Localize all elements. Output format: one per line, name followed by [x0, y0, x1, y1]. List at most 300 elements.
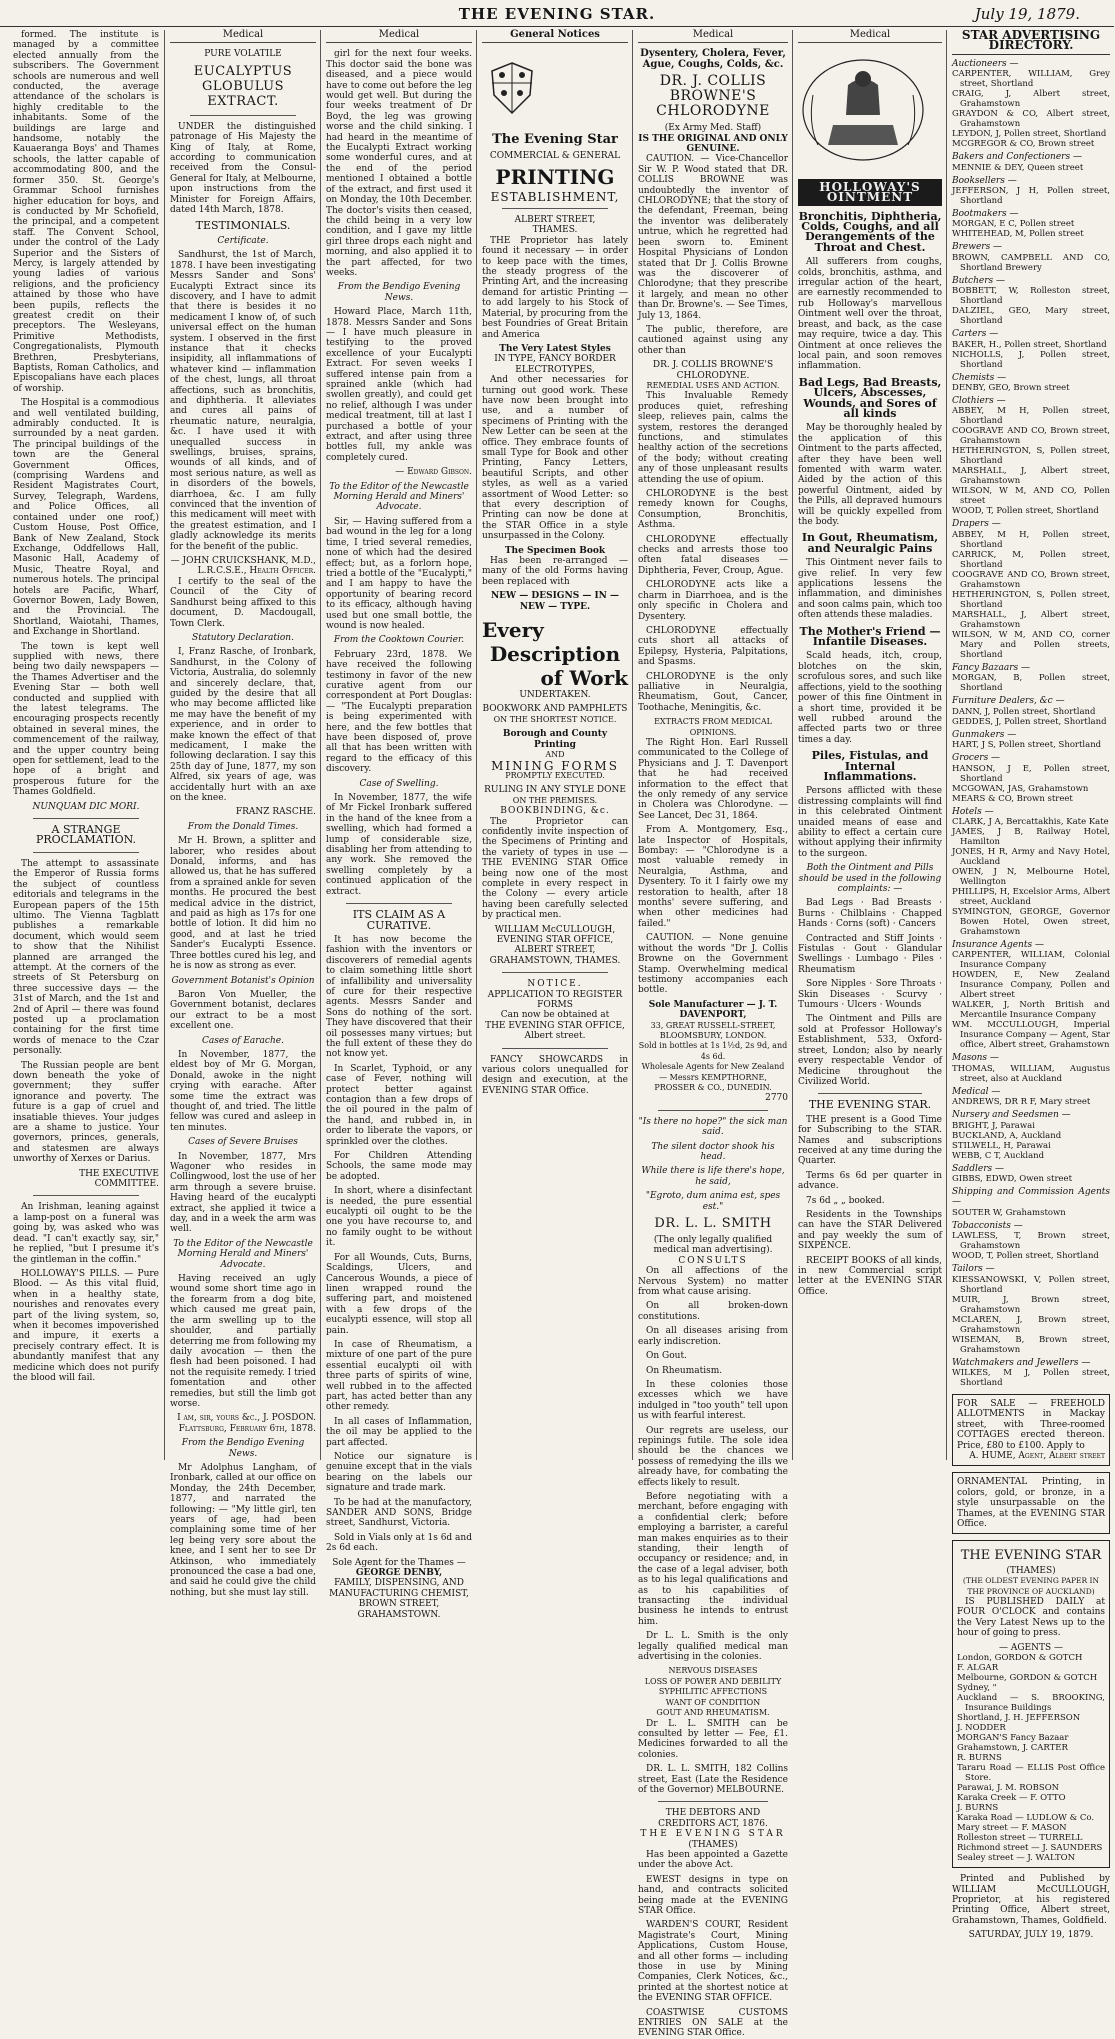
ad-text: RECEIPT BOOKS of all kinds, in new Commercial script letter at the EVENING STAR Office. — [798, 1255, 942, 1297]
column-6 — [792, 30, 947, 1460]
column-heading: Medical — [798, 30, 942, 43]
directory-category: Shipping and Commission Agents — — [952, 1186, 1110, 1208]
agent-entry: Richmond street — J. SAUNDERS — [957, 1843, 1103, 1854]
ad-subheading: EXTRACTS FROM MEDICAL OPINIONS. — [654, 717, 772, 737]
ad-subheading: WANT OF CONDITION — [665, 1697, 761, 1707]
directory-entry: NICHOLLS, J, Pollen street, Shortland — [952, 349, 1110, 370]
directory-entry: MARSHALL, J, Albert street, Grahamstown — [952, 466, 1110, 487]
ad-text: DR. L. L. SMITH, 182 Collins street, East (Late the Residence of the Governor) MELBOURNE. — [638, 1764, 788, 1795]
imprint: Printed and Published by WILLIAM McCULLOUGH, Proprietor, at his registered Printing Office, Albert street, Grahamstown, Thames, Goldfield. — [952, 1874, 1110, 1926]
agent-entry: London, GORDON & GOTCH — [957, 1653, 1083, 1664]
source-line: From the Cooktown Courier. — [333, 635, 465, 646]
ad-text: Having received an ugly wound some short time ago in the forearm from a dog bite, which caused me great pain, the arm swelling up to the shoulder, and partially deterring me from following my daily avocation — then the flesh had been poisoned. I had not the requisite remedy. I tried fomentation and other remedies, but still the limb got worse. — [170, 1274, 316, 1409]
ad-subheading: The Very Latest Styles — [499, 343, 611, 354]
directory-entry: STILWELL, H, Parawai — [952, 1140, 1051, 1151]
signature: FRANZ RASCHE. — [235, 807, 316, 818]
agent-name: GEORGE DENBY, — [355, 1568, 443, 1579]
directory-entry: DANN, J, Pollen street, Shortland — [952, 706, 1096, 717]
directory-entry: MENNIE & DEY, Queen street — [952, 162, 1084, 173]
column-3 — [320, 29, 477, 1620]
verse-line: While there is life there's hope, he said, — [641, 1166, 785, 1187]
ad-subheading: Bad Legs, Bad Breasts, Ulcers, Abscesses, Wounds, and Sores of all kinds — [798, 375, 942, 420]
ad-subheading: ITS CLAIM AS A CURATIVE. — [352, 908, 446, 932]
directory-entry: WM. MCCULLOUGH, Imperial Insurance Company — Agent, Star office, Albert street, Grahamstown — [952, 1020, 1110, 1051]
agent-entry: Mary street — F. MASON — [957, 1823, 1067, 1834]
ad-text: I certify to the seal of the Council of the City of Sandhurst being affixed to this document, D. Macdougall, Town Clerk. — [170, 576, 316, 629]
complaint-list: Bad Legs · Bad Breasts · Burns · Chilblains · Chapped Hands · Corns (soft) · Cancers — [798, 898, 942, 930]
directory-entry: BROWN, CAMPBELL AND CO, Shortland Brewery — [952, 252, 1110, 273]
article-text: An Irishman, leaning against a lamp-post on a funeral was going by, was asked who was dead. "I can't exactly say, sir," he replied, "but I presume it's the gintleman in the coffin." — [13, 1202, 159, 1265]
ad-text: UNDER the distinguished patronage of His Majesty the King of Italy, at Rome, according to communication received from the Consul-General for Italy, at Melbourne, upon instructions from the Minister for Foreign Affairs, dated 14th March, 1878. — [170, 121, 316, 216]
directory-category: Nursery and Seedsmen — — [952, 1110, 1071, 1121]
publisher-address: ALBERT STREET, — [514, 945, 596, 956]
ad-subheading: Certificate. — [217, 235, 269, 246]
ad-text: I, Franz Rasche, of Ironbark, Sandhurst, in the Colony of Victoria, Australia, do solemnly and sincerely declare, that, guided by the desire that all who may become afflicted like me may have the benefit of my experience, and in order to make known the effect of that medicament, I make the following declaration. I say this 25th day of June, 1877, my son Alfred, six years of age, was accidentally hurt with an axe on the knee. — [170, 647, 316, 803]
column-2 — [164, 29, 321, 1598]
directory-entry: GEDDES, J, Pollen street, Shortland — [952, 716, 1107, 727]
notice-heading: NOTICE. — [527, 979, 583, 990]
directory-category: Masons — — [952, 1053, 999, 1064]
star-logotype: The Evening Star — [492, 131, 618, 147]
ad-subheading: TESTIMONIALS. — [195, 219, 291, 233]
verse-line: The silent doctor shook his head. — [651, 1141, 775, 1162]
directory-entry: DALZIEL, GEO, Mary street, Shortland — [952, 306, 1110, 327]
notice-text: THE EVENING STAR OFFICE, — [485, 1020, 625, 1031]
signature: THE EXECUTIVE COMMITTEE. — [79, 1168, 159, 1190]
directory-category: Chemists — — [952, 372, 1007, 383]
agent-entry: Rolleston street — TURRELL — [957, 1833, 1083, 1844]
column-5 — [632, 29, 793, 2039]
ad-subheading: Both the Ointment and Pills should be used in the following complaints: — — [798, 863, 942, 894]
directory-category: Brewers — — [952, 242, 1003, 253]
directory-category: Gunmakers — — [952, 729, 1017, 740]
directory-category: Butchers — — [952, 275, 1005, 286]
ad-text: To be had at the manufactory, SANDER AND SONS, Bridge street, Sandhurst, Victoria. — [326, 1497, 472, 1529]
ad-text: Sold in Vials only at 1s 6d and 2s 6d each. — [326, 1532, 472, 1554]
ad-text: CAUTION. — Vice-Chancellor Sir W. P. Wood stated that DR. COLLIS BROWNE was undoubtedly the inventor of CHLORODYNE; that the story of the defendant, Freeman, being the inventor was deliberately untrue, which he regretted had been sworn to. Eminent Hospital Physicians of London stated that Dr J. Collis Browne was the discoverer of Chlorodyne; that they prescribe it largely, and mean no other than Dr. Browne's. — See Times, July 13, 1864. — [638, 154, 788, 321]
ad-text: On all diseases arising from early indiscretion. — [638, 1326, 788, 1347]
directory-category: Tailors — — [952, 1264, 995, 1275]
directory-entry: WEBB, C T, Auckland — [952, 1150, 1045, 1161]
directory-entry: MORGAN, B, Pollen street, Shortland — [952, 673, 1110, 694]
ad-text: On all broken-down constitutions. — [638, 1301, 788, 1322]
ad-text: For all Wounds, Cuts, Burns, Scaldings, Ulcers, and Cancerous Wounds, a piece of linen wrapped round the suffering part, and moistened with a few drops of the eucalypti essence, will stop all pain. — [326, 1252, 472, 1336]
ad-text: On Gout. — [646, 1351, 687, 1362]
directory-entry: MCLAREN, J, Brown street, Grahamstown — [952, 1314, 1110, 1335]
directory-entry: CARRICK, M, Pollen street, Shortland — [952, 549, 1110, 570]
directory-category: Auctioneers — — [952, 58, 1019, 69]
ad-title: THE EVENING STAR — [960, 1548, 1102, 1564]
directory-entry: WOOD, T, Pollen street, Shortland — [952, 506, 1099, 517]
agent-entry: J. BURNS — [957, 1803, 999, 1814]
ad-text: Has been re-arranged — many of the old Forms having been replaced with — [482, 556, 628, 587]
ad-subheading: BOOKWORK AND PAMPHLETS — [482, 704, 628, 715]
article-text: The attempt to assassinate the Emperor of Russia forms the subject of countless editorials and telegrams in the European papers of the 15th ultimo. The Vienna Tagblatt publishes a remarkable document, which would seem to show that the Nihilist planned are arranged the attempt. At the corners of the streets of St Petersburg on three successive days — the 31st of March, and the 1st and 2nd of April — there was found posted up a proclamation containing for the first time words of menace to the Czar personally. — [13, 858, 159, 1057]
ad-title: EUCALYPTUS GLOBULUS EXTRACT. — [193, 63, 293, 109]
ad-text: Dr L. L. SMITH can be consulted by letter — Fee, £1. Medicines forwarded to all the colonies. — [638, 1718, 788, 1760]
directory-entry: LAWLESS, T, Brown street, Grahamstown — [952, 1231, 1110, 1252]
directory-entry: WISEMAN, B, Brown street, Grahamstown — [952, 1334, 1110, 1355]
article-text: HOLLOWAY'S PILLS. — Pure Blood. — As this vital fluid, when in a healthy state, nourishes and renovates every part of the living system, so, when it becomes impoverished and impure, it exerts a precisely contrary effect. It is abundantly manifest that any medicine which does not purify the blood will fail. — [13, 1268, 159, 1383]
ad-subheading: The Mother's Friend — Infantile Diseases. — [799, 624, 941, 649]
ad-text: 7s 6d „ „ booked. — [806, 1195, 885, 1206]
ad-text: Our regrets are useless, our repinings futile. The sole idea should be the chances we possess of remedying the ills we already have, for combating the effects likely to result. — [638, 1425, 788, 1488]
ad-text: Dr L. L. Smith is the only legally qualified medical man advertising in the colonies. — [638, 1631, 788, 1663]
ad-text: In Scarlet, Typhoid, or any case of Fever, nothing will protect better against contagion than a few drops of the oil poured in the palm of the hand, and rubbed in, in order to liberate the vapors, or sprinkled over the clothes. — [326, 1063, 472, 1147]
directory-entry: MCGREGOR & CO, Brown street — [952, 139, 1095, 150]
notice-text: Can now be obtained at — [500, 1010, 610, 1021]
directory-entry: JEFFERSON, J H, Pollen street, Shortland — [952, 186, 1110, 207]
directory-entry: HOWDEN, E, New Zealand Insurance Company, Pollen and Albert street — [952, 970, 1110, 1001]
article-heading: A STRANGE PROCLAMATION. — [35, 823, 137, 847]
ad-subtitle: (THE OLDEST EVENING PAPER IN THE PROVINCE OF AUCKLAND) — [962, 1576, 1100, 1596]
display-word: Every — [482, 618, 544, 643]
ad-subheading: LOSS OF POWER AND DEBILITY — [644, 1676, 782, 1686]
agents-heading: — AGENTS — — [998, 1642, 1064, 1653]
directory-entry: JAMES, J B, Railway Hotel, Hamilton — [952, 826, 1110, 847]
ad-text: FOR SALE — FREEHOLD ALLOTMENTS in Mackay street, with Three-roomed COTTAGES erected thereon. Price, £80 to £100. Apply to — [957, 1398, 1105, 1451]
agent-entry: F. ALGAR — [957, 1663, 999, 1674]
ad-subtitle: DR. J. COLLIS BROWNE'S CHLORODYNE. — [652, 360, 774, 381]
directory-entry: MARSHALL, J, Albert street, Grahamstown — [952, 609, 1110, 630]
directory-category: Drapers — — [952, 519, 1001, 530]
ad-subheading: Case of Swelling. — [359, 778, 439, 789]
ad-text: The public, therefore, are cautioned against using any other than — [638, 324, 788, 356]
masthead-date: July 19, 1879. — [974, 5, 1080, 23]
notice-heading: THE EVENING STAR — [640, 1829, 786, 1840]
directory-entry: WILKES, M J, Pollen street, Shortland — [952, 1367, 1110, 1388]
ad-subheading: RULING IN ANY STYLE DONE — [484, 785, 626, 796]
divider — [33, 1195, 139, 1196]
directory-entry: WOOD, T, Pollen street, Shortland — [952, 1251, 1099, 1262]
ad-text: The Ointment and Pills are sold at Professor Holloway's Establishment, 533, Oxford-street, London; also by nearly every respectable Vendor of Medicine throughout the Civilized World. — [798, 1014, 942, 1087]
ad-text: And other necessaries for turning out good work. These have now been brought into use, and a number of specimens of Printing with the New Letter can be seen at the office. They embrace founts of small Type for Book and other Printing, Fancy Letters, beautiful Scripts, and other styles, as well as a varied assortment of Wood Letter: so that every description of Printing can now be done at the STAR Office in a style unsurpassed in the Colony. — [482, 375, 628, 542]
ad-subheading: Government Botanist's Opinion — [171, 975, 315, 986]
column-4 — [476, 30, 633, 1460]
ad-subheading: NEW — DESIGNS — IN — NEW — TYPE. — [490, 591, 620, 612]
signature: — JOHN CRUICKSHANK, M.D., L.R.C.S.E., Health Officer. — [170, 556, 316, 577]
directory-entry: WILSON, W M, AND CO, corner Mary and Pollen streets, Shortland — [952, 629, 1110, 660]
display-word: of Work — [540, 666, 628, 691]
directory-entry: CRAIG, J, Albert street, Grahamstown — [952, 89, 1110, 110]
motto: NUNQUAM DIC MORI. — [32, 801, 140, 812]
directory-category: Grocers — — [952, 753, 1001, 764]
directory-entry: ABBEY, M H, Pollen street, Shortland — [952, 529, 1110, 550]
ad-subheading: GOUT AND RHEUMATISM. — [656, 1708, 770, 1718]
ad-text: CHLORODYNE effectually checks and arrests those too often fatal diseases — Diphtheria, Fever, Croup, Ague. — [638, 534, 788, 576]
directory-category: Clothiers — — [952, 396, 1006, 407]
directory-entry: BRIGHT, J, Parawai — [952, 1120, 1035, 1131]
source-line: To the Editor of the Newcastle Morning Herald and Miners' Advocate. — [173, 1238, 313, 1270]
directory-entry: OWEN, J N, Melbourne Hotel, Wellington — [952, 866, 1110, 887]
agent-entry: Grahamstown, J. CARTER — [957, 1743, 1068, 1754]
ad-text: In November, 1877, the wife of Mr Fickel Ironbark suffered in the hand of the knee from a swelling, which had formed a lump of considerable size, disabling her from attending to any work. She removed the swelling completely by a continued application of the extract. — [326, 793, 472, 897]
directory-title: STAR ADVERTISING DIRECTORY. — [952, 30, 1110, 55]
directory-entry: PHILLIPS, H, Excelsior Arms, Albert street, Auckland — [952, 886, 1110, 907]
directory-entry: JONES, H R, Army and Navy Hotel, Auckland — [952, 846, 1110, 867]
directory-entry: DENBY, GEO, Brown street — [952, 383, 1070, 394]
ad-text: For Children Attending Schools, the same mode may be adopted. — [326, 1151, 472, 1182]
ad-subtitle: IS THE ORIGINAL AND ONLY GENUINE. — [638, 133, 788, 155]
ad-subheading: BOOKBINDING, &c. — [500, 806, 610, 817]
column-heading: Medical — [638, 30, 788, 43]
directory-category: Insurance Agents — — [952, 939, 1044, 950]
manufacturer: Sole Manufacturer — J. T. DAVENPORT, — [648, 999, 778, 1021]
ad-text: In these colonies those excesses which we have indulged in "too youth" tell upon us with fearful interest. — [638, 1379, 788, 1422]
notice-heading: THE DEBTORS AND CREDITORS ACT, 1876. — [658, 1808, 768, 1829]
ad-subheading: Borough and County Printing — [502, 729, 608, 750]
directory-entry: HART, J S, Pollen street, Shortland — [952, 740, 1102, 751]
publisher-address: EVENING STAR OFFICE, — [496, 935, 614, 945]
column-7 — [946, 28, 1115, 1941]
publisher-address: GRAHAMSTOWN, THAMES. — [489, 955, 621, 966]
ad-text: Notice our signature is genuine except that in the vials bearing on the labels our signature and trade mark. — [326, 1452, 472, 1494]
ad-banner: Dysentery, Cholera, Fever, Ague, Coughs, Colds, &c. — [640, 48, 786, 70]
ad-subheading: SYPHILITIC AFFECTIONS — [658, 1687, 768, 1697]
directory-category: Hotels — — [952, 806, 994, 817]
ad-subheading: CONSULTS — [678, 1255, 748, 1266]
ad-text: In all cases of Inflammation, the oil may be applied to the part affected. — [326, 1416, 472, 1448]
directory-category: Carters — — [952, 329, 999, 340]
ad-text: In November, 1877, the eldest boy of Mr G. Morgan, Donald, awoke in the night crying with earache. After some time the extract was thought of, and tried. The little fellow was cured and asleep in ten minutes. — [170, 1049, 316, 1133]
divider — [502, 208, 608, 209]
ad-text: The Proprietor can confidently invite inspection of the Specimens of Printing and the variety of types in use — THE EVENING STAR Office being now one of the most complete in every respect in the Colony — every article having been carefully selected by practical men. — [482, 816, 628, 921]
directory-category: Medical — — [952, 1086, 1001, 1097]
signature: — Edward Gibson. — [395, 467, 472, 478]
ad-subheading: ON THE PREMISES. — [512, 795, 598, 805]
agent-line: Sole Agent for the Thames — — [332, 1557, 466, 1568]
ad-title: ESTABLISHMENT, — [490, 189, 620, 204]
ad-text: CHLORODYNE effectually cuts short all attacks of Epilepsy, Hysteria, Palpitations, and Spasms. — [638, 625, 788, 668]
directory-entry: WHITEHEAD, M, Pollen street — [952, 229, 1084, 240]
verse-line: "Egroto, dum anima est, spes est." — [645, 1191, 781, 1212]
ad-text: Persons afflicted with these distressing complaints will find in this celebrated Ointment unaided means of ease and ability to effect a certain cure without applying their infirmity to the surgeon. — [798, 786, 942, 859]
source-line: To the Editor of the Newcastle Morning Herald and Miners' Advocate. — [329, 481, 469, 513]
coat-of-arms-icon — [482, 57, 542, 117]
column-1 — [8, 30, 164, 1460]
directory-entry: GIBBS, EDWD, Owen street — [952, 1173, 1073, 1184]
ad-text: Before negotiating with a merchant, before engaging with a confidential clerk; before employing a barrister, a careful man makes enquiries as to their standing, their length of occupancy or residence; and, in the case of a legal adviser, both as to his legal qualifications and as to his capabilities of transacting the individual business he intends to entrust him. — [638, 1491, 788, 1627]
ad-text: Terms 6s 6d per quarter in advance. — [798, 1170, 942, 1192]
directory-category: Furniture Dealers, &c — — [952, 696, 1065, 707]
directory-category: Fancy Bazaars — — [952, 662, 1031, 673]
ad-text: IS PUBLISHED DAILY at FOUR O'CLOCK and contains the Very Latest News up to the hour of going to press. — [957, 1597, 1105, 1639]
publisher-name: WILLIAM McCULLOUGH, — [494, 924, 616, 935]
ad-text: CHLORODYNE is the best remedy known for Coughs, Consumption, Bronchitis, Asthma. — [638, 489, 788, 531]
directory-entry: MORGAN, E C, Pollen street — [952, 219, 1075, 230]
directory-entry: CLARK, J A, Bercattakhis, Kate Kate — [952, 816, 1109, 827]
ad-text: All sufferers from coughs, colds, bronchitis, asthma, and irregular action of the heart, are earnestly recommended to rub Holloway's marvellous Ointment well over the throat, breast, and back, as the case may require, twice a day. This Ointment at once relieves the local pain, and soon removes inflammation. — [798, 257, 942, 372]
ad-subheading: Statutory Declaration. — [192, 632, 294, 643]
ad-text: CAUTION. — None genuine without the words "Dr J. Collis Browne on the Government Stamp. Overwhelming medical testimony accompanies each bottle. — [638, 933, 788, 996]
ad-text: WARDEN'S COURT, Resident Magistrate's Court, Mining Applications, Custom House, and all other forms — including those in use by Mining Companies, Clerk Notices, &c., printed at the shortest notice at the EVENING STAR OFFICE. — [638, 1920, 788, 2004]
ad-address: ALBERT STREET, — [514, 215, 596, 226]
directory-entry: CARPENTER, WILLIAM, Colonial Insurance Company — [952, 950, 1110, 971]
divider — [658, 1801, 768, 1802]
ad-text: On Rheumatism. — [646, 1365, 723, 1376]
directory-entry: GRAYDON & CO, Albert street, Grahamstown — [952, 109, 1110, 130]
ad-text: Howard Place, March 11th, 1878. Messrs Sander and Sons — I have much pleasure in testifying to the proved excellence of your Eucalypti Extract. For seven weeks I suffered intense pain from a sprained ankle (which had swollen greatly), and could get no relief, although I was under medical treatment, till at last I purchased a bottle of your extract, and after using three bottles full, my ankle was completely cured. — [326, 307, 472, 463]
article-text: formed. The institute is managed by a committee elected annually from the subscribers. The Government schools are numerous and well conducted, the average attendance of the scholars is highly creditable to the inhabitants. Some of the buildings are large and handsome, notably the Kauaeranga Boys' and Thames schools, the latter capable of accommodating 800, and the former 350. St. George's Grammar School furnishes higher education for boys, and is conducted by Mr Schofield, the principal, and a competent staff. The Convent School, under the control of the Lady Superior and the Sisters of Mercy, is largely attended by young ladies of various religions, and the proficiency attained by those who have been pupils, reflects the greatest credit on their preceptors. The Wesleyans, Primitive Methodists, Congregationalists, Plymouth Brethren, Presbyterians, Baptists, Roman Catholics, and Episcopalians have each places of worship. — [13, 30, 159, 394]
seated-figure-engraving-icon — [798, 55, 928, 165]
ad-subheading: Cases of Earache. — [202, 1035, 284, 1046]
ad-title: DR. L. L. SMITH — [654, 1216, 772, 1232]
agent-line: BROWN STREET, GRAHAMSTOWN. — [357, 1599, 441, 1620]
ad-title: PURE VOLATILE — [204, 49, 282, 60]
ad-text: Sandhurst, the 1st of March, 1878. I have been investigating Messrs Sander and Sons' Eucalypti Extract since its discovery, and I have to admit that there is besides it no medicament I know of, of such universal effect on the human system. I observed in the first instance that it checks insipidity, all inflammations of whatever kind — inflammation of the chest, lungs, all throat affections, such as bronchitis, and diphtheria. It alleviates and cures all pains of rheumatic nature, neuralgia, &c. I have used it with unequalled success in swellings, bruises, sprains, wounds of all kinds, and of most serious nature, as well as in disorders of the bowels, diarrhoea, &c. I am fully convinced that the invention of this medicament will meet with the greatest estimation, and I gladly acknowledge its merits for the benefit of the public. — [170, 250, 316, 552]
directory-category: Watchmakers and Jewellers — — [952, 1357, 1091, 1368]
ad-subheading: PROMPTLY EXECUTED. — [505, 770, 605, 780]
directory-entry: BUCKLAND, A, Auckland — [952, 1130, 1062, 1141]
ad-text: THE Proprietor has lately found it necessary — in order to keep pace with the times, the steady progress of the Printing Art, and the increasing demand for artistic Printing — to add largely to his Stock of Material, by procuring from the best Foundries of Great Britain and America — [482, 235, 628, 340]
agent-entry: Melbourne, GORDON & GOTCH — [957, 1673, 1098, 1684]
divider — [658, 1110, 768, 1111]
directory-entry: SYMINGTON, GEORGE, Governor Bowen Hotel, Owen street, Grahamstown — [952, 906, 1110, 937]
ad-subheading: IN TYPE, FANCY BORDER ELECTROTYPES, — [494, 354, 616, 375]
ad-number: 2770 — [765, 1093, 788, 1104]
divider — [346, 903, 452, 904]
ad-text: The Right Hon. Earl Russell communicated to the College of Physicians and J. T. Davenport that he had received information to the effect that the only remedy of any service in Cholera was Chlorodyne. — See Lancet, Dec 31, 1864. — [638, 737, 788, 821]
ad-text: In November, 1877, Mrs Wagoner who resides in Collingwood, lost the use of her arm through a severe bruise. Having heard of the eucalypti extract, she applied it twice a day, and in a week the arm was well. — [170, 1151, 316, 1235]
ad-text: In short, where a disinfectant is needed, the pure essential eucalypti oil ought to be the one you have recourse to, and no family ought to be without it. — [326, 1186, 472, 1249]
ad-subtitle: (The only legally qualified medical man advertising). — [653, 1235, 773, 1256]
directory-entry: HETHERINGTON, S, Pollen street, Shortland — [952, 446, 1110, 467]
ad-subheading: Cases of Severe Bruises — [188, 1137, 298, 1148]
display-word: Description — [489, 642, 621, 667]
ad-text: This Ointment never fails to give relief. In very few applications lessens the inflammation, and diminishes and soon calms pain, which too often attends these maladies. — [798, 558, 942, 621]
ad-subtitle: (THAMES) — [1006, 1565, 1056, 1576]
ad-text: February 23rd, 1878. We have received the following testimony in favor of the new curative agent from our correspondent at Port Douglas: — "The Eucalypti preparation is being experimented with here, and the few bottles that have been disposed of, prove all that has been written with regard to the efficacy of this discovery. — [326, 649, 472, 775]
divider — [502, 972, 608, 973]
agent-entry: Shortland, J. H. JEFFERSON — [957, 1713, 1081, 1724]
agent-line: FAMILY, DISPENSING, AND MANUFACTURING CHEMIST, — [329, 1578, 469, 1599]
ad-text: CHLORODYNE acts like a charm in Diarrhoea, and is the only specific in Cholera and Dysentery. — [638, 580, 788, 622]
ad-address: THAMES. — [532, 225, 578, 236]
ad-text: FANCY SHOWCARDS in various colors unequalled for design and execution, at the EVENING STAR Office. — [482, 1054, 628, 1096]
directory-entry: WALKER, J, North British and Mercantile Insurance Company — [952, 1000, 1110, 1021]
ad-subheading: In Gout, Rheumatism, and Neuralgic Pains — [801, 531, 939, 555]
directory-entry: THOMAS, WILLIAM, Augustus street, also at Auckland — [952, 1063, 1110, 1084]
notice-text: APPLICATION TO REGISTER FORMS — [487, 989, 623, 1011]
ad-subheading: NERVOUS DISEASES — [668, 1666, 758, 1676]
ad-text: On all affections of the Nervous System) no matter from what cause arising. — [638, 1266, 788, 1298]
agent-entry: Karaka Road — LUDLOW & Co. — [957, 1813, 1095, 1824]
ad-title: THE EVENING STAR. — [808, 1098, 932, 1112]
directory-category: Bakers and Confectioners — — [952, 152, 1082, 163]
directory-entry: MCGOWAN, JAS, Grahamstown — [952, 783, 1089, 794]
directory-entry: CARPENTER, WILLIAM, Grey street, Shortland — [952, 69, 1110, 90]
agent-entry: J. NODDER — [957, 1723, 1006, 1734]
divider — [502, 1048, 608, 1049]
ad-title: PRINTING — [495, 164, 615, 189]
ad-text: Baron Von Mueller, the Government botanist, declares our extract to be a most excellent one. — [170, 989, 316, 1032]
divider — [190, 115, 296, 116]
ad-text: May be thoroughly healed by the application of this Ointment to the parts affected, after they have been well fomented with warm water. Aided by the action of this powerful Ointment, aided by the Pills, all depraved humours will be quickly expelled from the body. — [798, 423, 942, 527]
divider — [33, 852, 139, 853]
notice-text: Albert street. — [524, 1031, 586, 1042]
directory-entry: COOGRAVE AND CO, Brown street, Grahamstown — [952, 569, 1110, 590]
agent-list — [957, 1653, 1105, 1863]
agent-entry: Sealey street — J. WALTON — [957, 1853, 1076, 1864]
source-line: From the Bendigo Evening News. — [181, 1438, 305, 1459]
ad-title: DR. J. COLLIS BROWNE'S CHLORODYNE — [656, 73, 770, 120]
directory-category: Saddlers — — [952, 1163, 1005, 1174]
directory-category: Bootmakers — — [952, 209, 1019, 220]
article-text: The Russian people are bent down beneath the yoke of government; they suffer ignorance and poverty. The future is a gap of cruel and insatiable thieves. Your judges are a shame to justice. Your governors, princes, generals, and statesmen are always unworthy of Xerxes or Darius. — [13, 1060, 159, 1165]
ad-subtitle: (Ex Army Med. Staff) — [664, 123, 762, 134]
ad-text: It has now become the fashion with the inventors or discoverers of remedial agents to claim something little short of infallibility and universality of cure for their respective agents. Messrs Sander and Sons do nothing of the sort. They have discovered that their oil possesses many virtues; but the full extent of these they do not know yet. — [326, 934, 472, 1060]
ad-text: EWEST designs in type on hand, and contracts solicited being made at the EVENING STAR Office. — [638, 1874, 788, 1916]
signature: I am, sir, yours &c., J. POSDON. Flattsburg, February 6th, 1878. — [177, 1413, 316, 1434]
directory-entry: SOUTER W, Grahamstown — [952, 1207, 1066, 1218]
ad-text: ORNAMENTAL Printing, in colors, gold, or bronze, in a style unsurpassable on the Thames, at the EVENING STAR Office. — [957, 1477, 1105, 1530]
directory-entry: LEYDON, J, Pollen street, Shortland — [952, 129, 1107, 140]
masthead — [0, 0, 1114, 27]
ad-text: girl for the next four weeks. This doctor said the bone was diseased, and a piece would have to come out before the leg would get well. But during the four weeks treatment of Dr Boyd, the leg was growing worse and the child sinking. I had heard in the meantime of the Eucalypti Extract working some wonderful cures, and at the end of the period mentioned I obtained a bottle of the extract, and first used it on Monday, the 10th December. The doctor's visits then ceased, the child being in a very low condition, and I gave my little girl three drops each night and morning, and also applied it to the part affected, for two weeks. — [326, 49, 472, 278]
divider — [818, 1093, 922, 1094]
ad-subheading: UNDERTAKEN. — [519, 690, 591, 701]
ornamental-notice — [952, 1472, 1110, 1534]
article-text: The town is kept well supplied with news, there being two daily newspapers — the Thames Advertiser and the Evening Star — both well conducted and supplied with the latest telegrams. The encouraging prospects recently obtained in several mines, the commencement of the railway, and the upper country being open for settlement, lead to the hope of a bright and prosperous future for the Thames Goldfield. — [13, 641, 159, 798]
advertising-directory — [952, 59, 1110, 1388]
column-heading: Medical — [326, 30, 472, 43]
ad-text: Mr H. Brown, a splitter and laborer, who resides about Donald, informs, and has allowed us, that he has suffered from a sprained ankle for seven months. He procured the best medical advice in the district, and paid as high as 17s for one bottle of lotion. It did him no good, and at last he tried Sander's Eucalypti Essence. Three bottles cured his leg, and he is now as strong as ever. — [170, 836, 316, 972]
agent-entry: Sydney, " — [957, 1683, 997, 1694]
directory-entry: KIESSANOWSKI, V, Pollen street, Shortland — [952, 1274, 1110, 1295]
directory-entry: HANSON, J E, Pollen street, Shortland — [952, 763, 1110, 784]
ad-text: Sir, — Having suffered from a bad wound in the leg for a long time, I tried several remedies, none of which had the desired effect; but, as a forlorn hope, tried a bottle of the "Eucalypti," and I am happy to have the opportunity of bearing record to its efficacy, although having used but one small bottle, the wound is now healed. — [326, 516, 472, 631]
masthead-title: THE EVENING STAR. — [458, 5, 656, 23]
ad-text: From A. Montgomery, Esq., late Inspector of Hospitals, Bombay: — "Chlorodyne is a most valuable remedy in Neuralgia, Asthma, and Dysentery. To it I fairly owe my restoration to health, after 18 months' severe suffering, and when other medicines had failed." — [638, 825, 788, 929]
column-heading: General Notices — [482, 30, 628, 43]
ad-text: Scald heads, itch, croup, blotches on the skin, scrofulous sores, and such like affections, yield to the soothing power of this fine Ointment in a short time, provided it be well rubbed around the affected parts two or three times a day. — [798, 651, 942, 745]
ad-text: COASTWISE CUSTOMS ENTRIES ON SALE at the EVENING STAR Office. — [638, 2007, 788, 2039]
directory-category: Tobacconists — — [952, 1220, 1023, 1231]
manufacturer-address: 33, GREAT RUSSELL-STREET, BLOOMSBURY, LONDON. — [650, 1020, 776, 1040]
ad-text: THE present is a Good Time for Subscribing to the STAR. Names and subscriptions received at any time during the Quarter. — [798, 1114, 942, 1167]
evening-star-notice — [952, 1540, 1110, 1868]
directory-entry: MUIR, J, Brown street, Grahamstown — [952, 1294, 1110, 1315]
ad-text: In case of Rheumatism, a mixture of one part of the pure essential eucalypti oil with three parts of spirits of wine, well rubbed in to the affected part, has acted better than any other remedy. — [326, 1339, 472, 1413]
agent-entry: MORGAN'S Fancy Bazaar — [957, 1733, 1069, 1744]
manufacturer-address: Wholesale Agents for New Zealand — Messrs KEMPTHORNE, PROSSER & CO., DUNEDIN. — [641, 1062, 785, 1092]
signature: A. HUME, Agent, Albert street — [969, 1451, 1105, 1461]
ad-subheading: REMEDIAL USES AND ACTION. — [646, 380, 780, 390]
imprint-date: SATURDAY, JULY 19, 1879. — [968, 1930, 1094, 1941]
ad-text: CHLORODYNE is the only palliative in Neuralgia, Rheumatism, Gout, Cancer, Toothache, Meningitis, &c. — [638, 671, 788, 713]
ad-text: Residents in the Townships can have the STAR Delivered and pay weekly the sum of SIXPENCE. — [798, 1209, 942, 1252]
for-sale-notice — [952, 1394, 1110, 1466]
directory-entry: COOGRAVE AND CO, Brown street, Grahamstown — [952, 426, 1110, 447]
directory-category: Booksellers — — [952, 175, 1017, 186]
ad-subheading: Piles, Fistulas, and Internal Inflammations. — [811, 749, 929, 783]
manufacturer-address: Sold in bottles at 1s 1½d, 2s 9d, and 4s 6d. — [638, 1041, 788, 1061]
divider — [33, 818, 139, 819]
directory-entry: HETHERINGTON, S, Pollen street, Shortland — [952, 589, 1110, 610]
verse-line: "Is there no hope?" the sick man said. — [638, 1116, 788, 1138]
ad-subheading: MINING FORMS — [491, 758, 619, 773]
directory-entry: WILSON, W M, AND CO, Pollen street — [952, 486, 1110, 507]
directory-entry: MEARS & CO, Brown street — [952, 793, 1073, 804]
ad-subheading: ON THE SHORTEST NOTICE. — [493, 714, 617, 724]
directory-entry: ABBEY, M H, Pollen street, Shortland — [952, 406, 1110, 427]
article-text: The Hospital is a commodious and well ventilated building, admirably conducted. It is surrounded by a neat garden. The principal buildings of the town are the General Government Offices, (comprising Wardens and Resident Magistrates Court, Survey, Telegraph, Wardens, and Police Offices, all contained under one roof,) Custom House, Post Office, Bank of New Zealand, Stock Exchange, Oddfellows Hall, Masonic Hall, Academy of Music, Theatre Royal, and numerous hotels. The principal hotels are Pacific, Wharf, Governor Bowen, Lady Bowen, and the Provincial. The Shortland, Waiotahi, Thames, and Exchange in Shortland. — [13, 398, 159, 638]
complaint-list: Contracted and Stiff Joints · Fistulas · Gout · Glandular Swellings · Lumbago · Piles · Rheumatism — [798, 933, 942, 975]
ad-subheading: Bronchitis, Diphtheria, Colds, Coughs, and all Derangements of the Throat and Chest. — [798, 209, 942, 254]
ad-text: This Invaluable Remedy produces quiet, refreshing sleep, relieves pain, calms the system, restores the deranged functions, and stimulates healthy action of the secretions of the body; without creating any of those unpleasant results attending the use of opium. — [638, 391, 788, 485]
ad-title: COMMERCIAL & GENERAL — [489, 151, 621, 162]
notice-text: Has been appointed a Gazette under the above Act. — [638, 1849, 788, 1871]
